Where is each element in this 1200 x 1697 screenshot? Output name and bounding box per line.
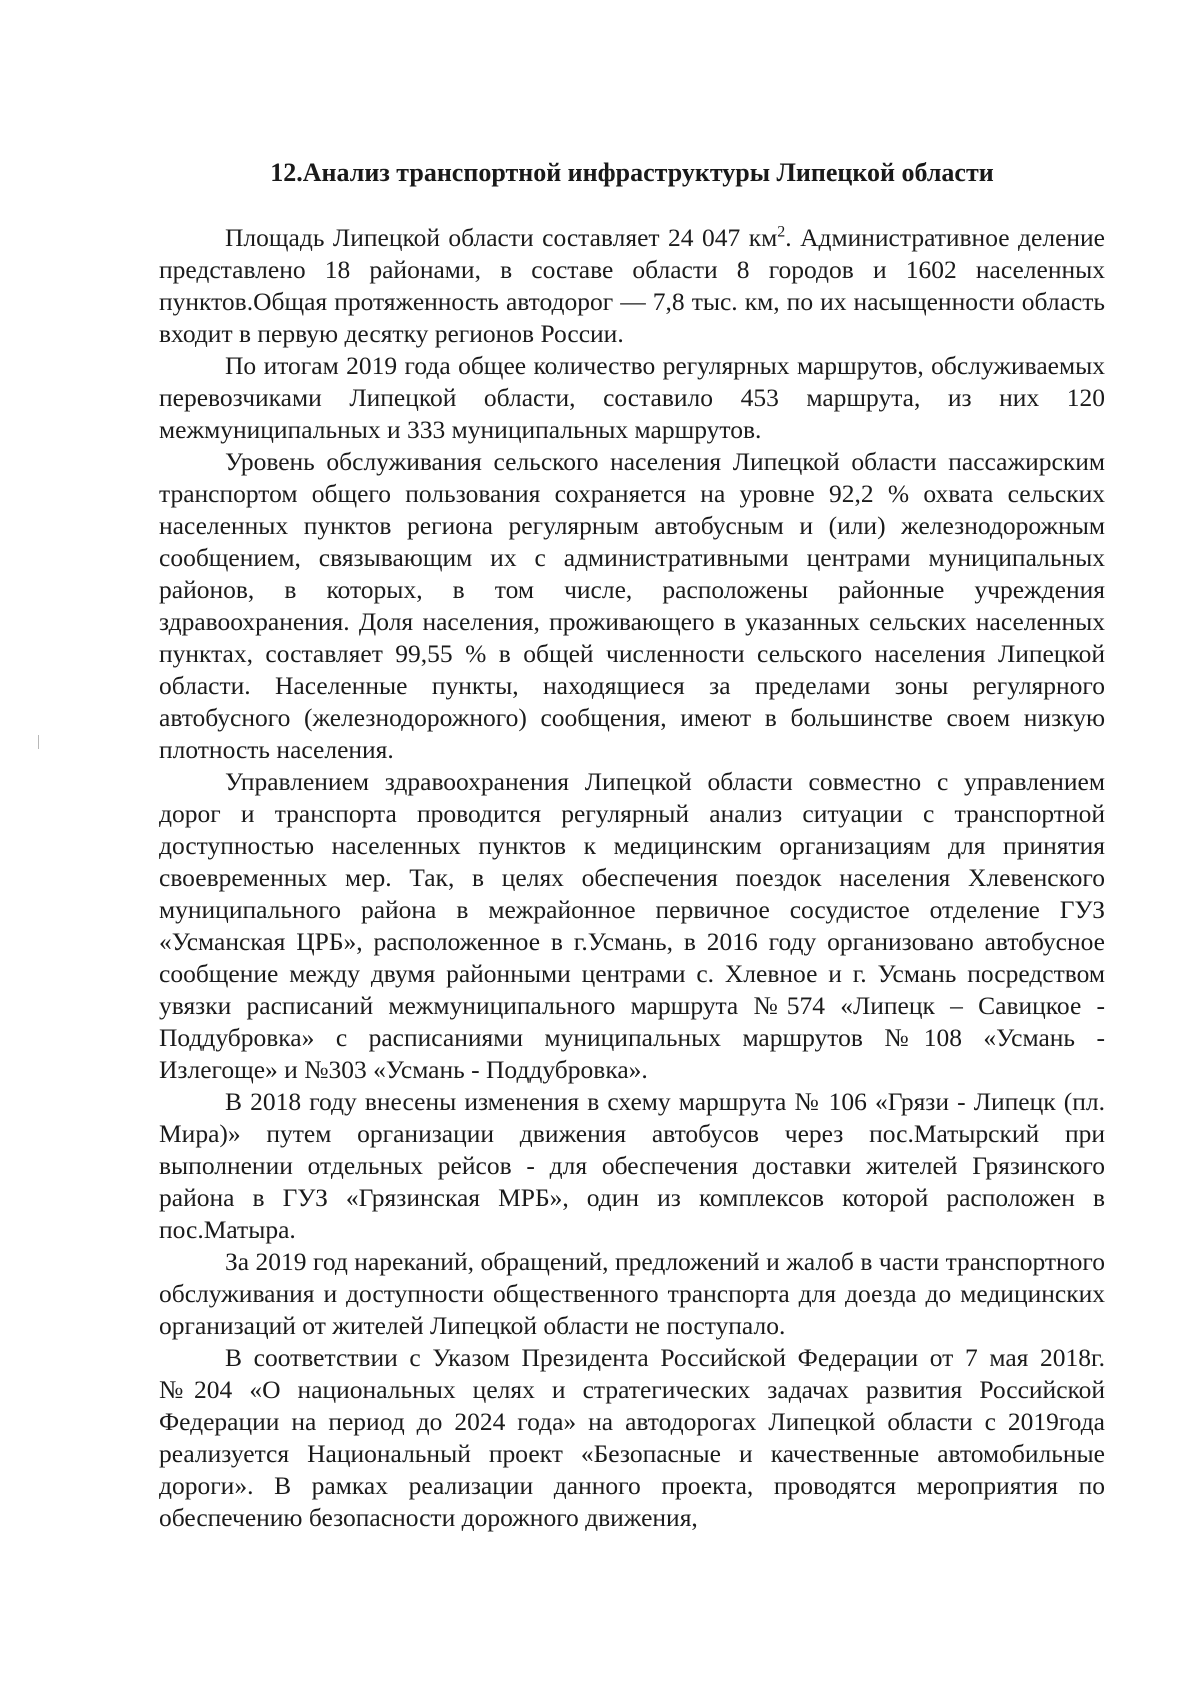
paragraph-area-text: Площадь Липецкой области составляет 24 047 км [225, 223, 778, 252]
paragraph-healthcare-access: Управлением здравоохранения Липецкой области совместно с управлением дорог и транспорта проводится регулярный анализ ситуации с транспортной доступностью населенных пунктов к медицинским организациям для принятия своевременных мер. Так, в целях обеспечения поездок населения Хлевенского муниципального района в межрайонное первичное сосудистое отделение ГУЗ «Усманская ЦРБ», расположенное в г.Усмань, в 2016 году организовано автобусное сообщение между двумя районными центрами с. Хлевное и г. Усмань посредством увязки расписаний межмуниципального маршрута №574 «Липецк – Савицкое - Поддубровка» с расписаниями муниципальных маршрутов №108 «Усмань - Излегоще» и №303 «Усмань - Поддубровка». [159, 767, 1105, 1084]
paragraph-area [159, 222, 1105, 350]
paragraph-route-106: В 2018 году внесены изменения в схему маршрута № 106 «Грязи - Липецк (пл. Мира)» путем организации движения автобусов через пос.Матырский при выполнении отдельных рейсов - для обеспечения доставки жителей Грязинского района в ГУЗ «Грязинская МРБ», один из комплексов которой расположен в пос.Матыра. [159, 1087, 1105, 1244]
superscript-2: 2 [777, 223, 786, 241]
paragraph-rural-service: Уровень обслуживания сельского населения Липецкой области пассажирским транспортом общего пользования сохраняется на уровне 92,2 % охвата сельских населенных пунктов региона регулярным автобусным и (или) железнодорожным сообщением, связывающим их с административными центрами муниципальных районов, в которых, в том числе, расположены районные учреждения здравоохранения. Доля населения, проживающего в указанных сельских населенных пунктах, составляет 99,55 % в общей численности сельского населения Липецкой области. Населенные пункты, находящиеся за пределами зоны регулярного автобусного (железнодорожного) сообщения, имеют в большинстве своем низкую плотность населения. [159, 447, 1105, 764]
paragraph-area-text-cont: . Административное деление представлено 18 районами, в составе области 8 городов и 1602 населенных пунктов.Общая протяженность автодорог — 7,8 тыс. км, по их насыщенности область входит в первую десятку регионов России. [159, 223, 1105, 348]
paragraph-routes: По итогам 2019 года общее количество регулярных маршрутов, обслуживаемых перевозчиками Липецкой области, составило 453 маршрута, из них 120 межмуниципальных и 333 муниципальных маршрутов. [159, 351, 1105, 444]
document-body [159, 222, 1105, 1534]
paragraph-national-project: В соответствии с Указом Президента Российской Федерации от 7 мая 2018г. №204 «О национальных целях и стратегических задачах развития Российской Федерации на период до 2024 года» на автодорогах Липецкой области с 2019года реализуется Национальный проект «Безопасные и качественные автомобильные дороги». В рамках реализации данного проекта, проводятся мероприятия по обеспечению безопасности дорожного движения, [159, 1343, 1105, 1532]
document-title: 12.Анализ транспортной инфраструктуры Липецкой области [270, 158, 994, 187]
paragraph-complaints: За 2019 год нареканий, обращений, предложений и жалоб в части транспортного обслуживания и доступности общественного транспорта для доезда до медицинских организаций от жителей Липецкой области не поступало. [159, 1247, 1105, 1340]
scan-artifact [38, 735, 39, 749]
